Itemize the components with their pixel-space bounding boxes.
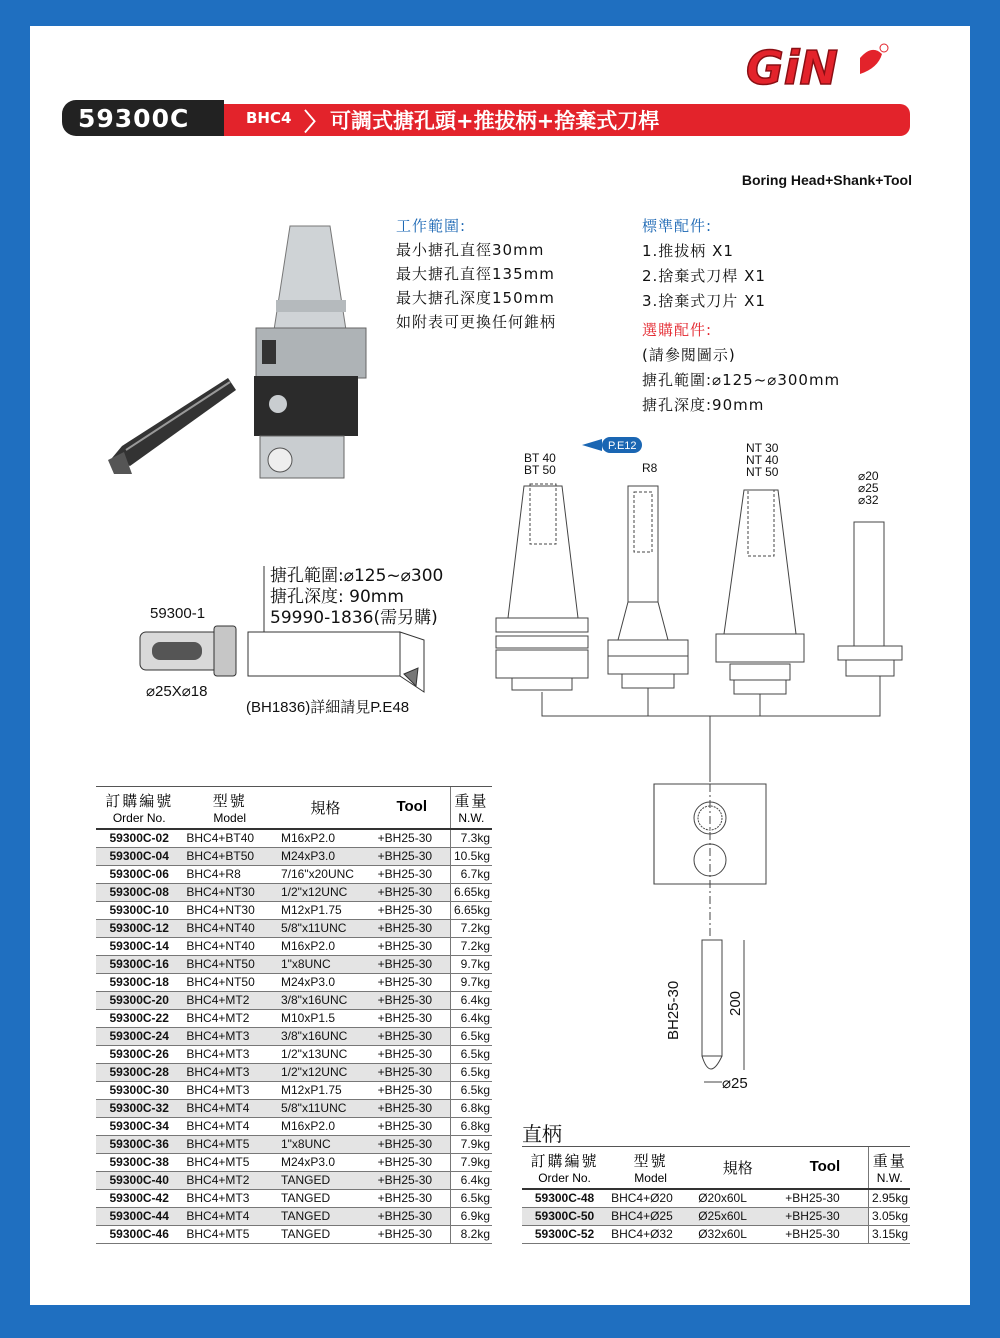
bar-code-label: BH25-30 bbox=[665, 980, 682, 1040]
cell-order: 59300C-08 bbox=[96, 883, 182, 901]
cell-tool: +BH25-30 bbox=[374, 847, 451, 865]
table-row bbox=[96, 1225, 492, 1243]
cell-weight: 6.5kg bbox=[450, 1081, 492, 1099]
table-row bbox=[96, 1045, 492, 1063]
cell-tool: +BH25-30 bbox=[374, 937, 451, 955]
cell-order: 59300C-14 bbox=[96, 937, 182, 955]
cell-spec: M16xP2.0 bbox=[277, 1117, 374, 1135]
table-row bbox=[522, 1189, 910, 1208]
cell-tool: +BH25-30 bbox=[781, 1207, 869, 1225]
boring-bar-code: 59990-1836(需另購) bbox=[270, 608, 438, 628]
table-row bbox=[96, 847, 492, 865]
sleeve-size: ⌀25X⌀18 bbox=[146, 683, 208, 700]
table-row bbox=[96, 1063, 492, 1081]
cell-tool: +BH25-30 bbox=[374, 1171, 451, 1189]
table-row bbox=[522, 1225, 910, 1243]
cell-weight: 10.5kg bbox=[450, 847, 492, 865]
table-row bbox=[96, 1099, 492, 1117]
cell-model: BHC4+NT50 bbox=[182, 955, 277, 973]
cell-spec: M12xP1.75 bbox=[277, 901, 374, 919]
bar-diameter-label: ⌀25 bbox=[722, 1075, 748, 1092]
table-row bbox=[96, 973, 492, 991]
cell-order: 59300C-44 bbox=[96, 1207, 182, 1225]
cell-spec: TANGED bbox=[277, 1207, 374, 1225]
bt-shank-label: BT 40 BT 50 bbox=[524, 451, 556, 477]
col-tool-header: Tool bbox=[374, 787, 451, 829]
cell-order: 59300C-24 bbox=[96, 1027, 182, 1045]
cell-order: 59300C-04 bbox=[96, 847, 182, 865]
cell-tool: +BH25-30 bbox=[374, 955, 451, 973]
cell-model: BHC4+MT5 bbox=[182, 1135, 277, 1153]
cell-spec: TANGED bbox=[277, 1171, 374, 1189]
main-product-table bbox=[96, 786, 492, 1244]
cell-order: 59300C-20 bbox=[96, 991, 182, 1009]
cell-tool: +BH25-30 bbox=[781, 1225, 869, 1243]
boring-tool-photo bbox=[108, 378, 236, 474]
cell-tool: +BH25-30 bbox=[374, 1009, 451, 1027]
cell-weight: 9.7kg bbox=[450, 955, 492, 973]
col-spec-header: 規格 bbox=[694, 1147, 781, 1189]
cell-model: BHC4+MT2 bbox=[182, 1009, 277, 1027]
cell-model: BHC4+R8 bbox=[182, 865, 277, 883]
standard-accessory: 2.捨棄式刀桿 X1 bbox=[642, 267, 766, 285]
work-range-line: 最小搪孔直徑30mm bbox=[396, 241, 545, 259]
table-row bbox=[96, 991, 492, 1009]
boring-bar-depth: 搪孔深度: 90mm bbox=[270, 587, 404, 607]
cell-model: BHC4+BT40 bbox=[182, 829, 277, 848]
cell-spec: 1/2"x12UNC bbox=[277, 1063, 374, 1081]
work-range bbox=[396, 214, 556, 334]
cell-tool: +BH25-30 bbox=[374, 1027, 451, 1045]
cell-tool: +BH25-30 bbox=[374, 1117, 451, 1135]
cell-tool: +BH25-30 bbox=[374, 1189, 451, 1207]
cell-order: 59300C-26 bbox=[96, 1045, 182, 1063]
cell-tool: +BH25-30 bbox=[374, 1063, 451, 1081]
page-ref-label[interactable]: P.E12 bbox=[608, 440, 637, 452]
cell-tool: +BH25-30 bbox=[374, 829, 451, 848]
table-row bbox=[96, 1009, 492, 1027]
table-row bbox=[96, 937, 492, 955]
table-row bbox=[96, 901, 492, 919]
cell-weight: 3.15kg bbox=[869, 1225, 910, 1243]
table-row bbox=[96, 1027, 492, 1045]
cell-model: BHC4+NT40 bbox=[182, 937, 277, 955]
cell-order: 59300C-30 bbox=[96, 1081, 182, 1099]
col-weight-header: 重量 N.W. bbox=[450, 787, 492, 829]
sleeve-drawing bbox=[140, 626, 236, 676]
cell-order: 59300C-18 bbox=[96, 973, 182, 991]
cell-spec: TANGED bbox=[277, 1225, 374, 1243]
cell-tool: +BH25-30 bbox=[374, 919, 451, 937]
cell-spec: 1/2"x12UNC bbox=[277, 883, 374, 901]
cell-weight: 6.8kg bbox=[450, 1117, 492, 1135]
cell-weight: 6.9kg bbox=[450, 1207, 492, 1225]
cell-model: BHC4+MT3 bbox=[182, 1063, 277, 1081]
cell-tool: +BH25-30 bbox=[374, 1207, 451, 1225]
straight-table-body bbox=[522, 1189, 910, 1244]
cell-weight: 6.8kg bbox=[450, 1099, 492, 1117]
table-row bbox=[96, 1189, 492, 1207]
cell-spec: 3/8"x16UNC bbox=[277, 991, 374, 1009]
table-row bbox=[96, 955, 492, 973]
table-row bbox=[96, 883, 492, 901]
cell-model: BHC4+MT4 bbox=[182, 1099, 277, 1117]
cell-tool: +BH25-30 bbox=[374, 973, 451, 991]
standard-accessories-heading: 標準配件: bbox=[642, 217, 713, 235]
cell-model: BHC4+NT50 bbox=[182, 973, 277, 991]
cell-model: BHC4+MT4 bbox=[182, 1117, 277, 1135]
standard-accessory: 1.推拔柄 X1 bbox=[642, 242, 734, 260]
cell-weight: 6.7kg bbox=[450, 865, 492, 883]
cell-model: BHC4+Ø32 bbox=[607, 1225, 694, 1243]
cell-spec: 5/8"x11UNC bbox=[277, 1099, 374, 1117]
cell-model: BHC4+MT2 bbox=[182, 991, 277, 1009]
cell-spec: M16xP2.0 bbox=[277, 937, 374, 955]
optional-accessory: 搪孔深度:90mm bbox=[642, 396, 765, 414]
cell-order: 59300C-32 bbox=[96, 1099, 182, 1117]
table-row bbox=[522, 1207, 910, 1225]
title-separator: 〉 bbox=[304, 108, 328, 136]
cell-order: 59300C-34 bbox=[96, 1117, 182, 1135]
boring-bar-range: 搪孔範圍:⌀125~⌀300 bbox=[270, 566, 444, 586]
cell-tool: +BH25-30 bbox=[374, 1081, 451, 1099]
cell-order: 59300C-48 bbox=[522, 1189, 607, 1208]
cell-order: 59300C-10 bbox=[96, 901, 182, 919]
cell-spec: M24xP3.0 bbox=[277, 847, 374, 865]
work-range-line: 最大搪孔深度150mm bbox=[396, 289, 555, 307]
cell-weight: 6.65kg bbox=[450, 901, 492, 919]
bar-length-label: 200 bbox=[727, 990, 744, 1016]
cell-spec: M24xP3.0 bbox=[277, 1153, 374, 1171]
cell-model: BHC4+MT5 bbox=[182, 1225, 277, 1243]
product-model: BHC4 bbox=[246, 109, 292, 127]
work-range-heading: 工作範圍: bbox=[396, 217, 467, 235]
accessories bbox=[642, 214, 840, 418]
boring-head-photo bbox=[254, 226, 366, 478]
work-range-line: 如附表可更換任何錐柄 bbox=[396, 313, 557, 331]
cell-model: BHC4+MT3 bbox=[182, 1045, 277, 1063]
boring-bar-info bbox=[270, 566, 443, 629]
standard-accessory: 3.捨棄式刀片 X1 bbox=[642, 292, 766, 310]
product-name-en: Boring Head+Shank+Tool bbox=[741, 172, 912, 188]
cell-order: 59300C-16 bbox=[96, 955, 182, 973]
optional-accessory: 搪孔範圍:⌀125~⌀300mm bbox=[642, 371, 841, 389]
cell-order: 59300C-46 bbox=[96, 1225, 182, 1243]
cell-order: 59300C-28 bbox=[96, 1063, 182, 1081]
cell-weight: 6.5kg bbox=[450, 1045, 492, 1063]
r8-shank-label: R8 bbox=[642, 461, 658, 475]
cell-spec: TANGED bbox=[277, 1189, 374, 1207]
cell-spec: Ø25x60L bbox=[694, 1207, 781, 1225]
col-model-header: 型號 Model bbox=[607, 1147, 694, 1189]
cell-weight: 7.9kg bbox=[450, 1153, 492, 1171]
cell-spec: Ø32x60L bbox=[694, 1225, 781, 1243]
table-row bbox=[96, 1153, 492, 1171]
cell-tool: +BH25-30 bbox=[374, 991, 451, 1009]
col-model-header: 型號 Model bbox=[182, 787, 277, 829]
cell-spec: 1"x8UNC bbox=[277, 955, 374, 973]
cell-order: 59300C-50 bbox=[522, 1207, 607, 1225]
cell-weight: 2.95kg bbox=[869, 1189, 910, 1208]
cell-model: BHC4+NT30 bbox=[182, 883, 277, 901]
svg-text:GiN: GiN bbox=[746, 41, 839, 95]
table-row bbox=[96, 1207, 492, 1225]
col-order-header: 訂購編號 Order No. bbox=[96, 787, 182, 829]
optional-accessories-heading: 選購配件: bbox=[642, 321, 713, 339]
cell-order: 59300C-40 bbox=[96, 1171, 182, 1189]
cell-spec: M10xP1.5 bbox=[277, 1009, 374, 1027]
cell-tool: +BH25-30 bbox=[374, 1099, 451, 1117]
cell-order: 59300C-02 bbox=[96, 829, 182, 848]
cell-model: BHC4+Ø25 bbox=[607, 1207, 694, 1225]
cell-tool: +BH25-30 bbox=[374, 901, 451, 919]
cell-weight: 6.5kg bbox=[450, 1189, 492, 1207]
cell-order: 59300C-36 bbox=[96, 1135, 182, 1153]
cell-weight: 8.2kg bbox=[450, 1225, 492, 1243]
cell-weight: 6.4kg bbox=[450, 1009, 492, 1027]
straight-shank-title: 直柄 bbox=[522, 1122, 562, 1146]
table-row bbox=[96, 865, 492, 883]
cell-weight: 7.3kg bbox=[450, 829, 492, 848]
col-tool-header: Tool bbox=[781, 1147, 869, 1189]
cell-spec: M24xP3.0 bbox=[277, 973, 374, 991]
straight-shank-label: ⌀20 ⌀25 ⌀32 bbox=[858, 469, 879, 507]
cell-weight: 6.65kg bbox=[450, 883, 492, 901]
cell-spec: M12xP1.75 bbox=[277, 1081, 374, 1099]
cell-model: BHC4+NT30 bbox=[182, 901, 277, 919]
cell-weight: 6.5kg bbox=[450, 1027, 492, 1045]
cell-tool: +BH25-30 bbox=[374, 1153, 451, 1171]
table-row bbox=[96, 1117, 492, 1135]
cell-order: 59300C-12 bbox=[96, 919, 182, 937]
cell-tool: +BH25-30 bbox=[374, 1225, 451, 1243]
cell-model: BHC4+MT3 bbox=[182, 1027, 277, 1045]
cell-model: BHC4+MT5 bbox=[182, 1153, 277, 1171]
cell-spec: 7/16"x20UNC bbox=[277, 865, 374, 883]
straight-shank-table bbox=[522, 1146, 910, 1244]
cell-spec: Ø20x60L bbox=[694, 1189, 781, 1208]
col-order-header: 訂購編號 Order No. bbox=[522, 1147, 607, 1189]
cell-model: BHC4+BT50 bbox=[182, 847, 277, 865]
table-row bbox=[96, 829, 492, 848]
product-name-cn: 可調式搪孔頭+推拔柄+捨棄式刀桿 bbox=[330, 109, 660, 133]
cell-spec: M16xP2.0 bbox=[277, 829, 374, 848]
cell-order: 59300C-52 bbox=[522, 1225, 607, 1243]
cell-model: BHC4+Ø20 bbox=[607, 1189, 694, 1208]
cell-model: BHC4+MT4 bbox=[182, 1207, 277, 1225]
cell-tool: +BH25-30 bbox=[374, 883, 451, 901]
sleeve-code: 59300-1 bbox=[150, 605, 206, 622]
cell-tool: +BH25-30 bbox=[374, 1045, 451, 1063]
cell-weight: 6.4kg bbox=[450, 1171, 492, 1189]
optional-accessory: (請參閱圖示) bbox=[642, 346, 736, 364]
table-row bbox=[96, 1171, 492, 1189]
shank-drawings bbox=[496, 484, 902, 1082]
table-row bbox=[96, 1135, 492, 1153]
cell-tool: +BH25-30 bbox=[374, 865, 451, 883]
cell-order: 59300C-06 bbox=[96, 865, 182, 883]
table-row bbox=[96, 1081, 492, 1099]
cell-weight: 6.5kg bbox=[450, 1063, 492, 1081]
cell-order: 59300C-42 bbox=[96, 1189, 182, 1207]
col-weight-header: 重量 N.W. bbox=[869, 1147, 910, 1189]
cell-weight: 3.05kg bbox=[869, 1207, 910, 1225]
col-spec-header: 規格 bbox=[277, 787, 374, 829]
main-table-body bbox=[96, 829, 492, 1244]
cell-order: 59300C-22 bbox=[96, 1009, 182, 1027]
cell-weight: 7.2kg bbox=[450, 937, 492, 955]
bh-note: (BH1836)詳細請見P.E48 bbox=[246, 699, 410, 716]
cell-spec: 3/8"x16UNC bbox=[277, 1027, 374, 1045]
cell-spec: 1"x8UNC bbox=[277, 1135, 374, 1153]
cell-tool: +BH25-30 bbox=[374, 1135, 451, 1153]
cell-model: BHC4+MT3 bbox=[182, 1081, 277, 1099]
cell-model: BHC4+NT40 bbox=[182, 919, 277, 937]
nt-shank-label: NT 30 NT 40 NT 50 bbox=[746, 441, 779, 479]
cell-weight: 7.9kg bbox=[450, 1135, 492, 1153]
table-row bbox=[96, 919, 492, 937]
cell-spec: 1/2"x13UNC bbox=[277, 1045, 374, 1063]
cell-model: BHC4+MT2 bbox=[182, 1171, 277, 1189]
cell-weight: 6.4kg bbox=[450, 991, 492, 1009]
cell-weight: 9.7kg bbox=[450, 973, 492, 991]
cell-weight: 7.2kg bbox=[450, 919, 492, 937]
cell-spec: 5/8"x11UNC bbox=[277, 919, 374, 937]
product-code: 59300C bbox=[78, 104, 190, 133]
cell-model: BHC4+MT3 bbox=[182, 1189, 277, 1207]
cell-order: 59300C-38 bbox=[96, 1153, 182, 1171]
work-range-line: 最大搪孔直徑135mm bbox=[396, 265, 555, 283]
cell-tool: +BH25-30 bbox=[781, 1189, 869, 1208]
